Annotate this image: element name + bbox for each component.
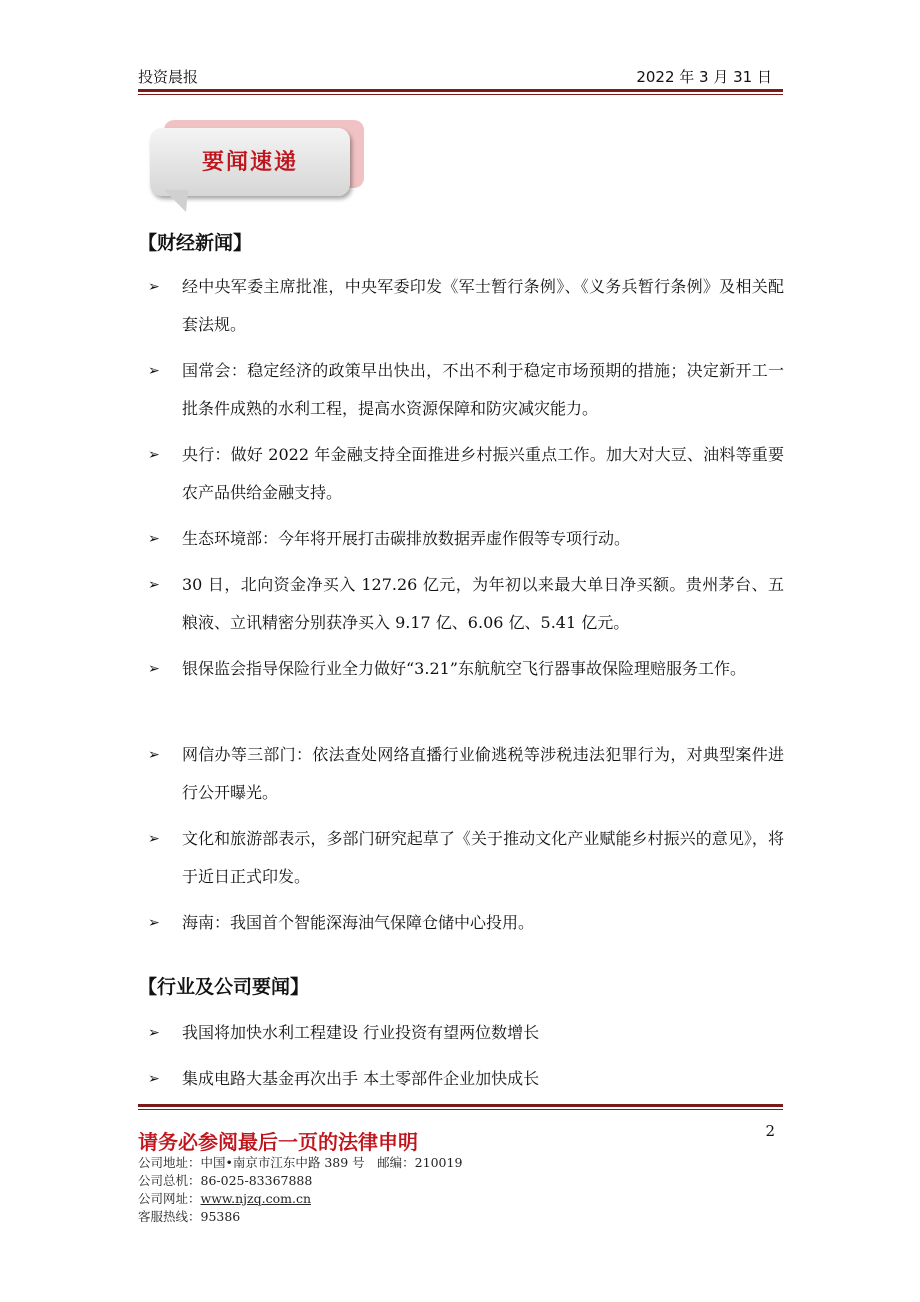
- list-item: ➢ 经中央军委主席批准，中央军委印发《军士暂行条例》、《义务兵暂行条例》及相关配套法规。: [148, 268, 784, 344]
- footer-divider-thin: [138, 1109, 783, 1110]
- arrow-bullet-icon: ➢: [148, 363, 160, 379]
- arrow-bullet-icon: ➢: [148, 279, 160, 295]
- list-item: ➢ 央行：做好 2022 年金融支持全面推进乡村振兴重点工作。加大对大豆、油料等重要农产品供给金融支持。: [148, 436, 784, 512]
- section-title-industry: 【行业及公司要闻】: [138, 976, 310, 998]
- page-number: 2: [765, 1122, 775, 1140]
- section-title-finance: 【财经新闻】: [138, 232, 253, 254]
- legal-notice: 请务必参阅最后一页的法律申明: [138, 1130, 418, 1154]
- arrow-bullet-icon: ➢: [148, 915, 160, 931]
- company-phone: 公司总机：86-025-83367888: [138, 1173, 313, 1188]
- list-item: ➢ 银保监会指导保险行业全力做好“3.21”东航航空飞行器事故保险理赔服务工作。: [148, 650, 784, 688]
- banner-title: 要闻速递: [201, 149, 298, 175]
- list-item: ➢ 30 日，北向资金净买入 127.26 亿元，为年初以来最大单日净买额。贵州茅台、五粮液、立讯精密分别获净买入 9.17 亿、6.06 亿、5.41 亿元。: [148, 566, 784, 642]
- arrow-bullet-icon: ➢: [148, 447, 160, 463]
- arrow-bullet-icon: ➢: [148, 577, 160, 593]
- list-item: ➢ 生态环境部：今年将开展打击碳排放数据弄虚作假等专项行动。: [148, 520, 784, 558]
- arrow-bullet-icon: ➢: [148, 831, 160, 847]
- list-item: ➢ 海南：我国首个智能深海油气保障仓储中心投用。: [148, 904, 784, 942]
- arrow-bullet-icon: ➢: [148, 531, 160, 547]
- header-divider-thin: [138, 94, 783, 95]
- publication-name: 投资晨报: [138, 68, 199, 86]
- website-link[interactable]: www.njzq.com.cn: [200, 1191, 311, 1206]
- website-label: 公司网址：: [138, 1191, 201, 1206]
- list-item: ➢ 我国将加快水利工程建设 行业投资有望两位数增长: [148, 1014, 784, 1052]
- list-item: ➢ 集成电路大基金再次出手 本土零部件企业加快成长: [148, 1060, 784, 1098]
- company-website: [138, 1190, 311, 1208]
- list-item: ➢ 网信办等三部门：依法查处网络直播行业偷逃税等涉税违法犯罪行为，对典型案件进行公开曝光。: [148, 736, 784, 812]
- arrow-bullet-icon: ➢: [148, 1025, 160, 1041]
- report-date: 2022 年 3 月 31 日: [636, 68, 772, 86]
- header-divider: [138, 89, 783, 92]
- list-item: ➢ 文化和旅游部表示，多部门研究起草了《关于推动文化产业赋能乡村振兴的意见》，将于近日正式印发。: [148, 820, 784, 896]
- list-item: ➢ 国常会：稳定经济的政策早出快出，不出不利于稳定市场预期的措施；决定新开工一批条件成熟的水利工程，提高水资源保障和防灾减灾能力。: [148, 352, 784, 428]
- service-hotline: 客服热线：95386: [138, 1209, 241, 1224]
- arrow-bullet-icon: ➢: [148, 1071, 160, 1087]
- arrow-bullet-icon: ➢: [148, 747, 160, 763]
- company-address: 公司地址：中国•南京市江东中路 389 号 邮编：210019: [138, 1155, 463, 1170]
- arrow-bullet-icon: ➢: [148, 661, 160, 677]
- footer-divider: [138, 1104, 783, 1107]
- section-banner: [150, 116, 365, 212]
